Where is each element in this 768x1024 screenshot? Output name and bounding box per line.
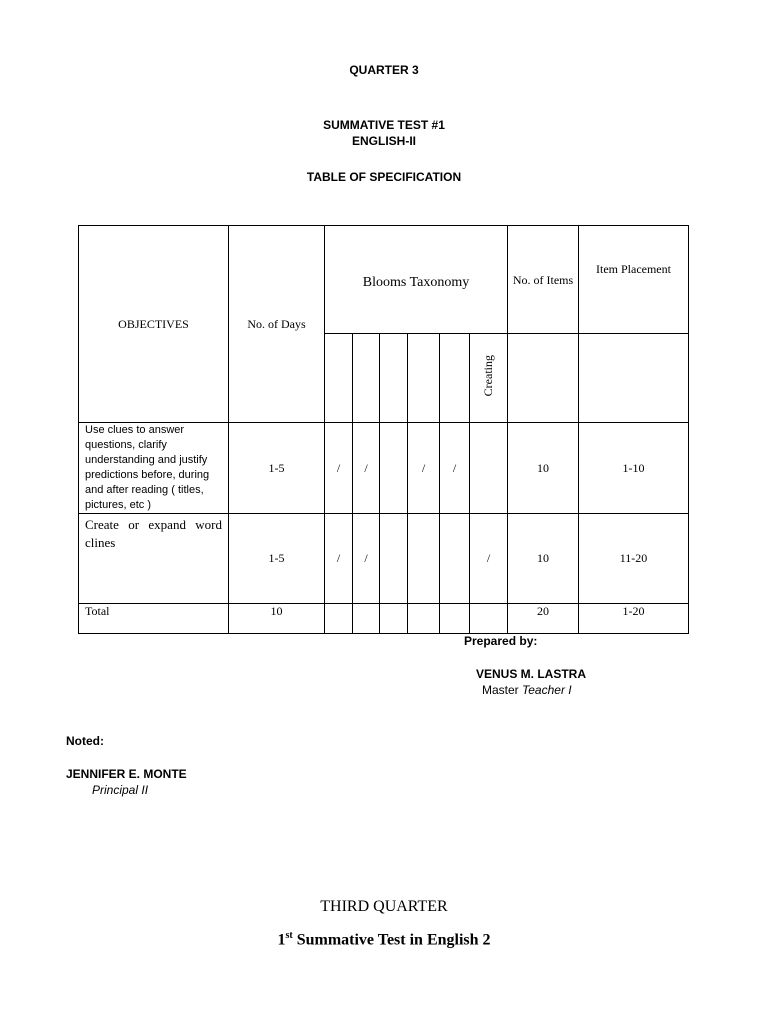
blooms-col-1 <box>325 334 353 423</box>
footer-title: 1st Summative Test in English 2 <box>277 930 491 949</box>
total-items: 20 <box>508 604 579 634</box>
footer-quarter: THIRD QUARTER <box>320 898 448 915</box>
days-header: No. of Days <box>229 226 325 423</box>
items-cell: 10 <box>508 514 579 604</box>
placement-cell: 1-10 <box>579 423 689 514</box>
header-row <box>79 226 689 334</box>
placement-subheader <box>579 334 689 423</box>
table-row <box>79 423 689 514</box>
blooms-mark: / <box>325 514 353 604</box>
blooms-mark <box>408 514 440 604</box>
blooms-mark: / <box>325 423 353 514</box>
blooms-mark <box>380 423 408 514</box>
days-cell: 1-5 <box>229 423 325 514</box>
blooms-mark <box>440 514 470 604</box>
specification-table <box>78 225 689 634</box>
quarter-heading: QUARTER 3 <box>349 63 419 77</box>
objectives-header: OBJECTIVES <box>79 226 229 423</box>
blooms-mark: / <box>440 423 470 514</box>
total-label: Total <box>79 604 229 634</box>
blooms-col-5 <box>440 334 470 423</box>
blooms-mark: / <box>353 514 380 604</box>
noter-name: JENNIFER E. MONTE <box>66 767 187 781</box>
table-title: TABLE OF SPECIFICATION <box>306 170 462 184</box>
blooms-header: Blooms Taxonomy <box>325 226 508 334</box>
placement-header: Item Placement <box>579 226 689 334</box>
blooms-mark: / <box>353 423 380 514</box>
prepared-by-label: Prepared by: <box>464 634 538 648</box>
blooms-mark <box>470 423 508 514</box>
noter-title: Principal II <box>92 783 149 797</box>
noted-label: Noted: <box>66 734 104 748</box>
creating-header: Creating <box>470 334 508 423</box>
items-header: No. of Items <box>508 226 579 334</box>
total-days: 10 <box>229 604 325 634</box>
test-heading: SUMMATIVE TEST #1 <box>323 118 445 132</box>
preparer-name: VENUS M. LASTRA <box>476 667 587 681</box>
blooms-col-2 <box>353 334 380 423</box>
table-row <box>79 514 689 604</box>
days-cell: 1-5 <box>229 514 325 604</box>
total-row <box>79 604 689 634</box>
items-subheader <box>508 334 579 423</box>
total-placement: 1-20 <box>579 604 689 634</box>
blooms-mark <box>380 514 408 604</box>
items-cell: 10 <box>508 423 579 514</box>
blooms-col-4 <box>408 334 440 423</box>
blooms-col-3 <box>380 334 408 423</box>
preparer-title: Master Teacher I <box>482 683 572 697</box>
objective-cell: Create or expand word clines <box>79 514 229 604</box>
blooms-mark: / <box>408 423 440 514</box>
objective-cell: Use clues to answer questions, clarify understanding and justify predictions before, during and after reading ( titles, pictures, etc ) <box>79 423 229 514</box>
subject-heading: ENGLISH-II <box>351 134 416 148</box>
blooms-mark: / <box>470 514 508 604</box>
placement-cell: 11-20 <box>579 514 689 604</box>
